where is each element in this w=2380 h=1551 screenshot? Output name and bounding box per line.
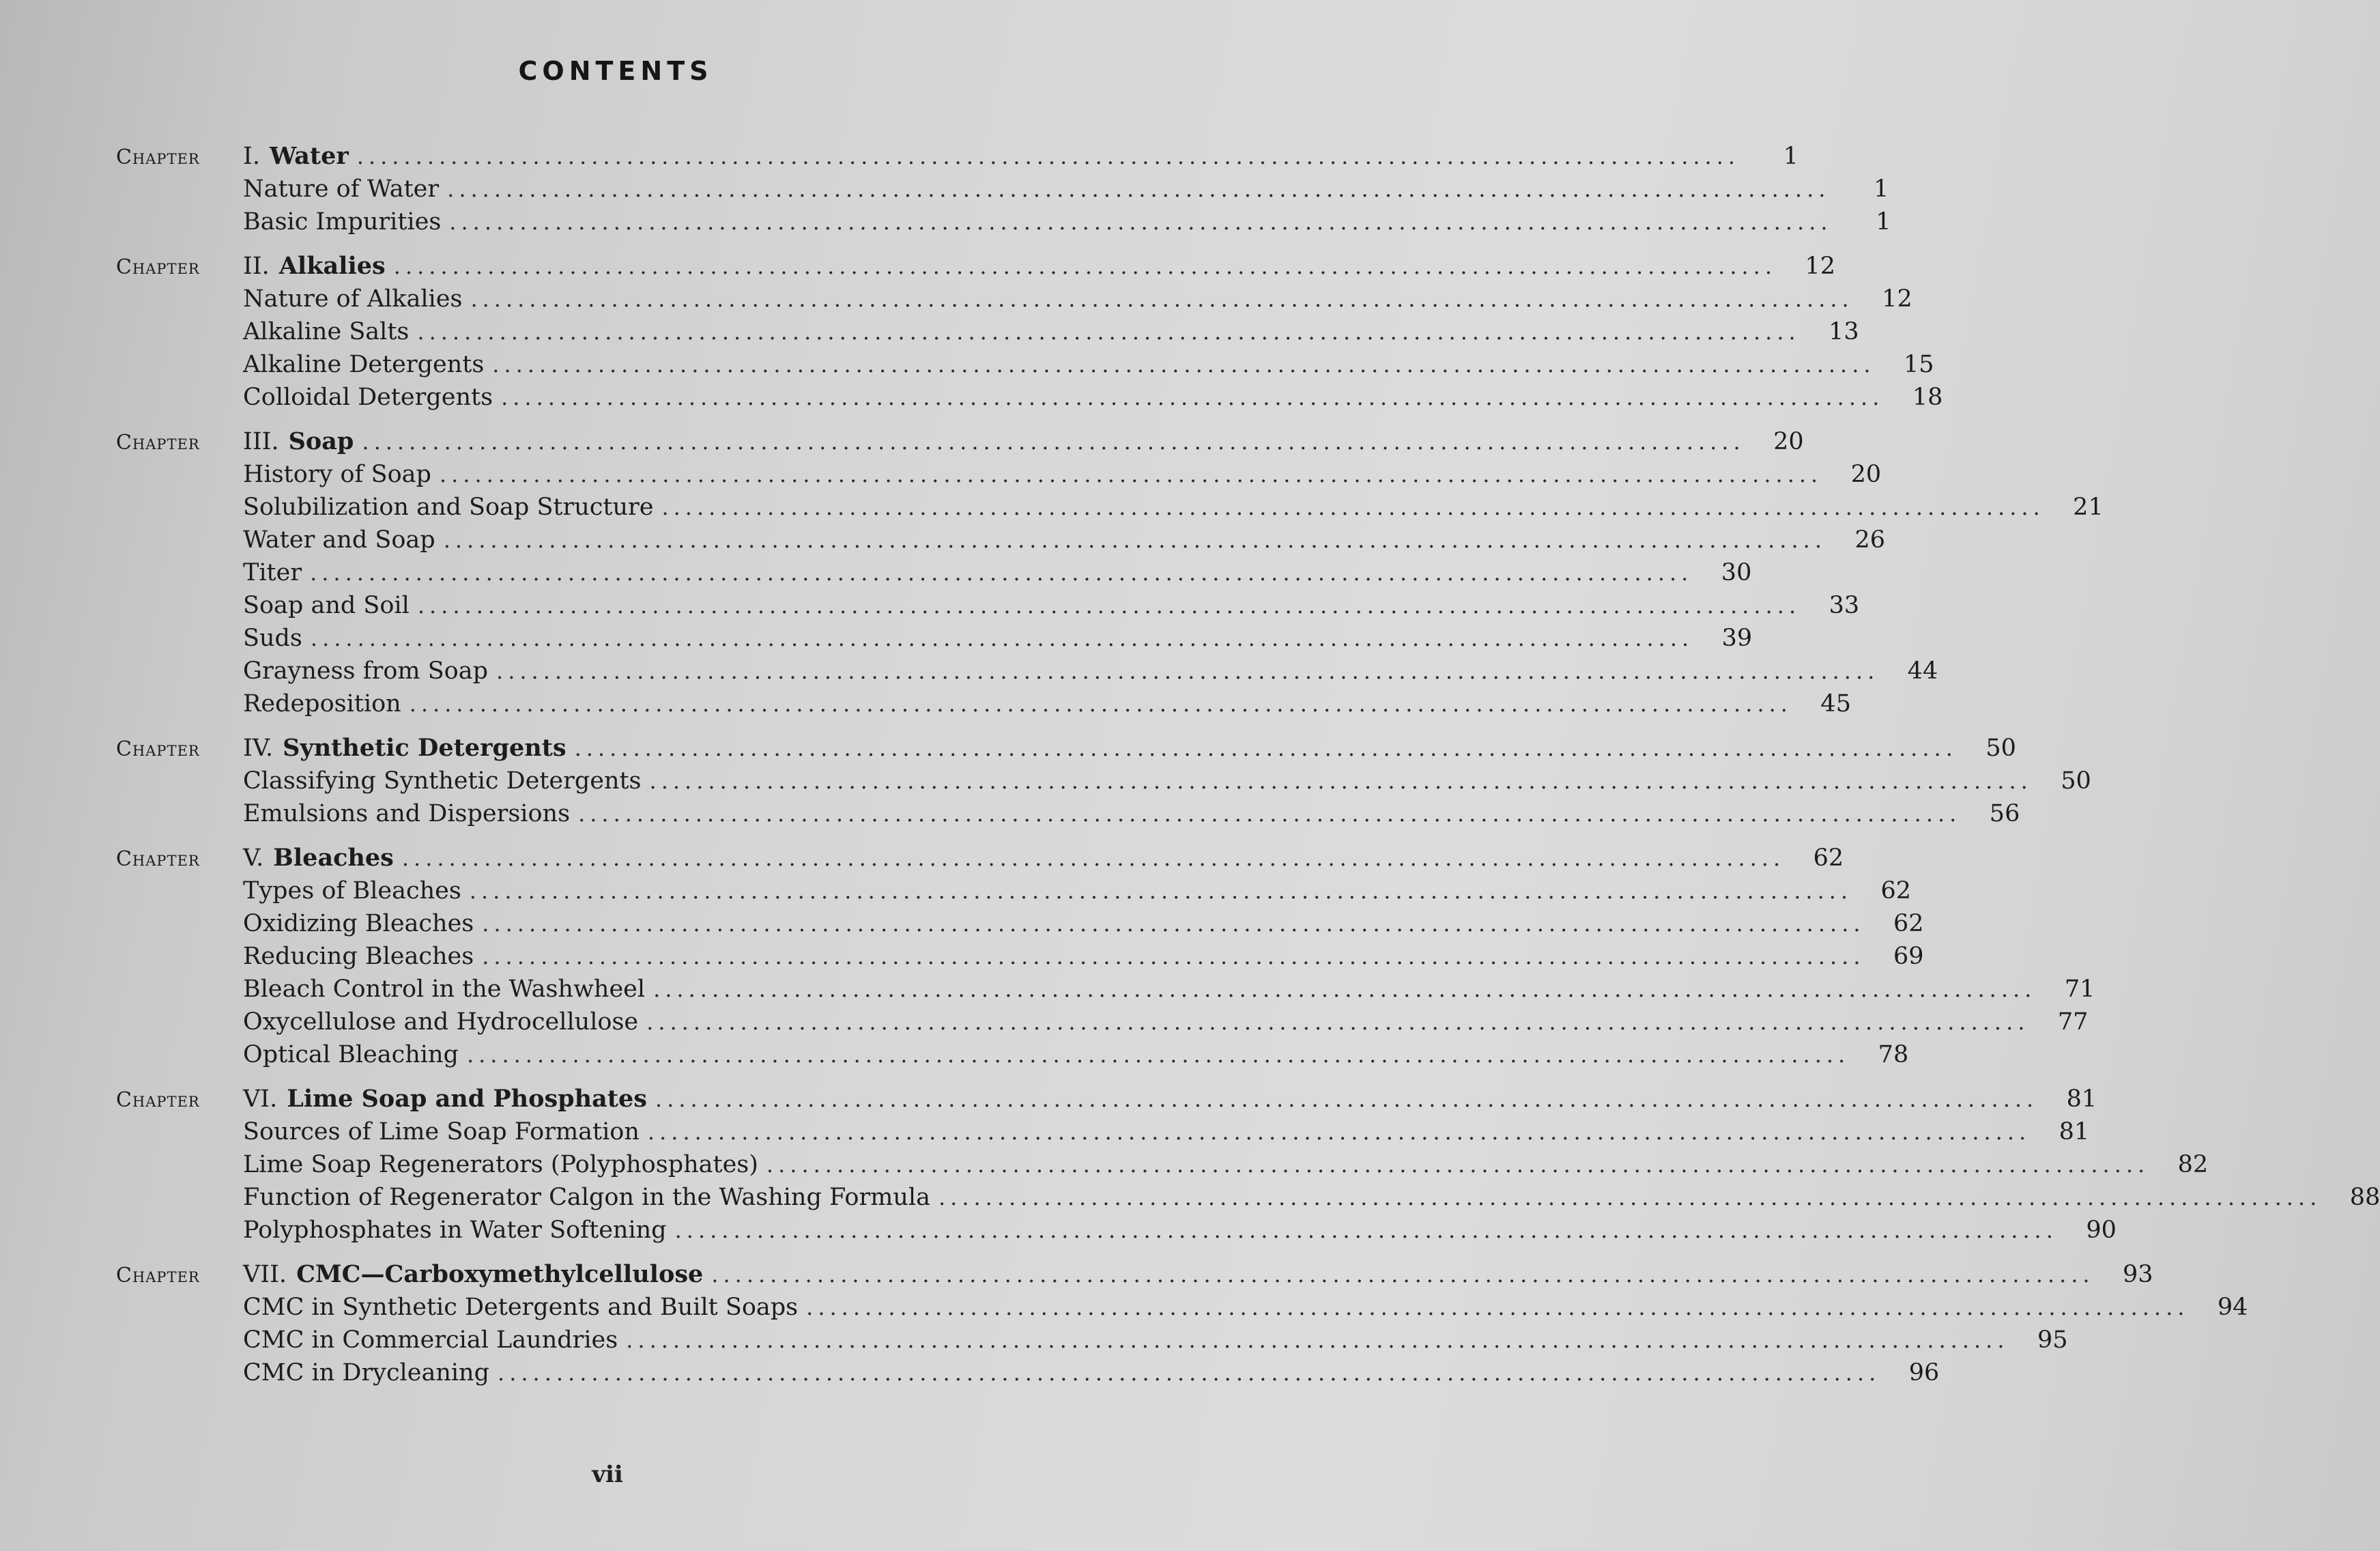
section-row[interactable] [116,1181,2380,1214]
dot-leader: ...................................................................................................................... [417,319,1801,345]
section-row[interactable] [116,1214,2117,1247]
section-title: Nature of Alkalies [243,285,463,313]
page-number: 15 [1904,351,1934,378]
section-row[interactable] [116,205,1891,238]
section-row[interactable] [116,622,1753,655]
chapter-title: Alkalies [278,252,386,280]
section-title: Nature of Water [243,175,440,203]
dot-leader: ...................................................................................................................... [310,560,1693,586]
dot-leader: ...................................................................................................................... [626,1327,2009,1353]
page-number: 81 [2059,1118,2090,1146]
section-title: Alkaline Detergents [243,351,485,378]
page-number: 78 [1878,1041,1909,1068]
dot-leader: ...................................................................................................................... [449,209,1833,235]
chapter-label: Chapter [116,1264,200,1287]
dot-leader: ...................................................................................................................... [501,384,1884,410]
chapter-heading-row[interactable] [116,140,1799,173]
chapter-numeral: VI. [243,1085,278,1113]
dot-leader: ...................................................................................................................... [574,735,1958,761]
page-number: 94 [2217,1294,2248,1321]
section-title: Lime Soap Regenerators (Polyphosphates) [243,1151,758,1178]
dot-leader: ...................................................................................................................... [806,1294,2190,1320]
chapter-label: Chapter [116,1088,200,1112]
section-row[interactable] [116,973,2095,1006]
dot-leader: ...................................................................................................................... [447,176,1831,202]
page-number: 26 [1854,526,1885,554]
dot-leader: ...................................................................................................................... [310,625,1694,651]
chapter-title: Bleaches [273,844,394,872]
dot-leader: ...................................................................................................................... [496,658,1880,684]
dot-leader: ...................................................................................................................... [469,878,1853,904]
page-folio: vii [592,1461,623,1488]
section-title: Grayness from Soap [243,657,489,685]
section-title: Bleach Control in the Washwheel [243,976,646,1003]
section-title: Titer [243,559,302,586]
chapter-label: Chapter [116,145,200,169]
page-number: 50 [2061,767,2091,795]
section-title: Polyphosphates in Water Softening [243,1216,667,1244]
chapter-numeral: I. [243,143,260,170]
page-number: 62 [1893,910,1924,937]
chapter-block [116,140,1891,238]
page-number: 45 [1820,690,1851,717]
section-row[interactable] [116,1148,2209,1181]
section-row[interactable] [116,1006,2089,1038]
section-title: Sources of Lime Soap Formation [243,1118,640,1146]
page-number: 44 [1907,657,1938,685]
chapter-numeral: IV. [243,735,274,762]
section-title: Alkaline Salts [243,318,410,345]
section-row[interactable] [116,765,2091,797]
dot-leader: ...................................................................................................................... [356,143,1740,169]
page-number: 77 [2057,1008,2089,1036]
chapter-block [116,1083,2380,1247]
section-row[interactable] [116,348,1934,381]
page-number: 20 [1773,428,1804,455]
chapter-numeral: VII. [243,1261,287,1288]
page-number: 1 [1783,143,1799,170]
page-number: 71 [2064,976,2095,1003]
dot-leader: ...................................................................................................................... [362,429,1745,455]
page-number: 56 [1989,800,2020,827]
section-title: Emulsions and Dispersions [243,800,571,827]
dot-leader: ...................................................................................................................... [393,253,1777,279]
page-number: 90 [2086,1216,2117,1244]
chapter-heading-row[interactable] [116,1083,2097,1115]
table-of-contents [116,140,2380,1401]
page-number: 81 [2066,1085,2097,1113]
section-row[interactable] [116,1038,1909,1071]
section-row[interactable] [116,797,2020,830]
chapter-title: Soap [288,427,354,455]
page-number: 1 [1876,208,1891,236]
chapter-heading-row[interactable] [116,1258,2153,1291]
dot-leader: ...................................................................................................................... [655,1086,2039,1112]
dot-leader: ...................................................................................................................... [498,1360,1881,1386]
section-row[interactable] [116,315,1859,348]
chapter-block [116,732,2091,830]
section-row[interactable] [116,556,1752,589]
dot-leader: ...................................................................................................................... [443,527,1826,553]
dot-leader: ...................................................................................................................... [482,911,1865,937]
section-row[interactable] [116,874,1912,907]
section-title: Function of Regenerator Calgon in the Washing Formula [243,1184,930,1211]
chapter-label: Chapter [116,737,200,761]
section-title: CMC in Synthetic Detergents and Built Soaps [243,1294,799,1321]
section-title: Redeposition [243,690,401,717]
section-title: Types of Bleaches [243,877,461,905]
section-title: Suds [243,625,302,652]
page-number: 12 [1882,285,1912,313]
section-row[interactable] [116,381,1943,414]
section-title: CMC in Drycleaning [243,1359,490,1386]
chapter-label: Chapter [116,431,200,455]
chapter-numeral: III. [243,428,279,455]
chapter-block [116,842,2095,1071]
chapter-heading-row[interactable] [116,425,1804,458]
chapter-numeral: II. [243,253,270,280]
section-title: Solubilization and Soap Structure [243,494,654,521]
section-row[interactable] [116,458,1882,491]
dot-leader: ...................................................................................................................... [466,1042,1850,1068]
dot-leader: ...................................................................................................................... [938,1184,2322,1210]
section-title: Optical Bleaching [243,1041,459,1068]
page-number: 39 [1721,625,1753,652]
chapter-heading-row[interactable] [116,842,1844,874]
chapter-label: Chapter [116,255,200,279]
dot-leader: ...................................................................................................................... [417,593,1801,618]
chapter-numeral: V. [243,844,264,872]
dot-leader: ...................................................................................................................... [661,494,2045,520]
section-title: Oxycellulose and Hydrocellulose [243,1008,639,1036]
chapter-label: Chapter [116,847,200,871]
section-row[interactable] [116,655,1938,687]
section-row[interactable] [116,173,1889,205]
section-title: Oxidizing Bleaches [243,910,474,937]
section-row[interactable] [116,1356,1940,1389]
dot-leader: ...................................................................................................................... [409,691,1792,717]
chapter-block [116,1258,2248,1389]
dot-leader: ...................................................................................................................... [674,1217,2058,1243]
chapter-block [116,425,2104,720]
section-row[interactable] [116,940,1924,973]
section-row[interactable] [116,283,1912,315]
section-row[interactable] [116,1324,2068,1356]
page-number: 82 [2177,1151,2209,1178]
dot-leader: ...................................................................................................................... [401,845,1786,871]
section-row[interactable] [116,1291,2248,1324]
dot-leader: ...................................................................................................................... [647,1119,2031,1145]
section-title: Reducing Bleaches [243,943,474,970]
page-number: 12 [1805,253,1836,280]
page-number: 1 [1874,175,1889,203]
page-title: CONTENTS [518,56,713,86]
section-title: Colloidal Detergents [243,384,493,411]
chapter-title: Synthetic Detergents [283,734,567,762]
dot-leader: ...................................................................................................................... [646,1009,2030,1035]
chapter-heading-row[interactable] [116,732,2016,765]
dot-leader: ...................................................................................................................... [482,943,1865,969]
page-number: 18 [1912,384,1943,411]
section-title: Soap and Soil [243,592,410,619]
page-number: 62 [1813,844,1844,872]
section-row[interactable] [116,491,2104,524]
page-number: 62 [1880,877,1912,905]
dot-leader: ...................................................................................................................... [470,286,1854,312]
chapter-heading-row[interactable] [116,250,1836,283]
page-number: 13 [1829,318,1859,345]
chapter-title: CMC—Carboxymethylcellulose [296,1260,704,1288]
page-number: 69 [1893,943,1924,970]
section-row[interactable] [116,907,1924,940]
section-row[interactable] [116,1115,2090,1148]
page-number: 96 [1908,1359,1940,1386]
dot-leader: ...................................................................................................................... [653,976,2037,1002]
page-number: 20 [1850,461,1882,488]
dot-leader: ...................................................................................................................... [492,352,1876,378]
page-number: 30 [1721,559,1752,586]
section-row[interactable] [116,687,1851,720]
page-number: 93 [2123,1261,2153,1288]
section-title: History of Soap [243,461,431,488]
dot-leader: ...................................................................................................................... [439,461,1823,487]
chapter-title: Water [269,142,349,170]
chapter-block [116,250,1943,414]
page-number: 33 [1829,592,1860,619]
page-number: 50 [1985,735,2016,762]
dot-leader: ...................................................................................................................... [711,1262,2095,1287]
page-number: 88 [2349,1184,2380,1211]
section-row[interactable] [116,589,1860,622]
section-row[interactable] [116,524,1885,556]
dot-leader: ...................................................................................................................... [578,801,1962,827]
chapter-title: Lime Soap and Phosphates [287,1085,647,1113]
section-title: Classifying Synthetic Detergents [243,767,642,795]
section-title: Water and Soap [243,526,435,554]
page-number: 21 [2073,494,2104,521]
dot-leader: ...................................................................................................................... [766,1152,2150,1178]
section-title: Basic Impurities [243,208,442,236]
dot-leader: ...................................................................................................................... [649,768,2033,794]
section-title: CMC in Commercial Laundries [243,1326,618,1354]
page-number: 95 [2037,1326,2068,1354]
